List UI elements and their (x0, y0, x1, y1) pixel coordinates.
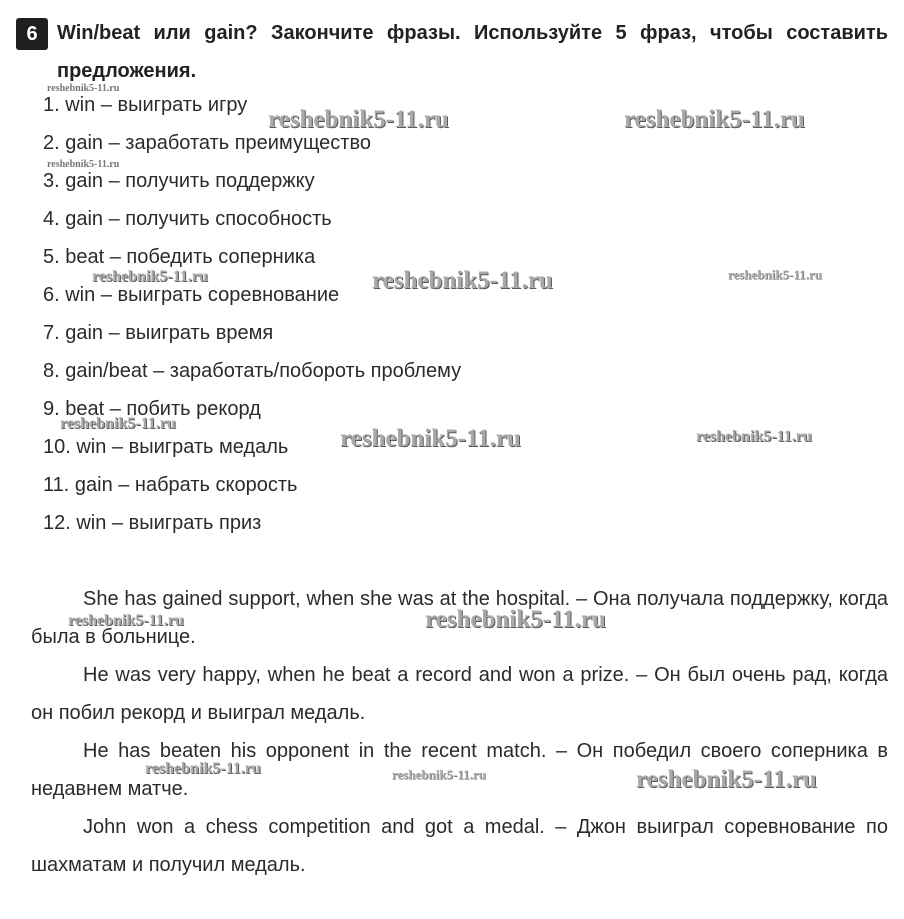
task-title: Win/beat или gain? Закончите фразы. Используйте 5 фраз, чтобы составить предложения. (57, 22, 888, 82)
phrase-item: 9. beat – побить рекорд (43, 398, 261, 420)
phrase-list (43, 86, 461, 542)
watermark: reshebnik5-11.ru (696, 428, 812, 445)
sentence-paragraph: John won a chess competition and got a medal. – Джон выиграл соревнование по шахматам и получил медаль. (31, 816, 888, 876)
sentence-paragraph: He has beaten his opponent in the recent match. – Он победил своего соперника в недавнем матче. (31, 740, 888, 800)
task-number-badge: 6 (16, 18, 48, 50)
watermark: reshebnik5-11.ru (624, 106, 805, 133)
phrase-item: 5. beat – победить соперника (43, 246, 316, 268)
watermark: reshebnik5-11.ru (728, 267, 823, 282)
watermark: reshebnik5-11.ru (68, 612, 184, 629)
phrase-item: 6. win – выиграть соревнование (43, 284, 340, 306)
watermark: reshebnik5-11.ru (268, 106, 449, 133)
watermark: reshebnik5-11.ru (60, 415, 176, 432)
phrase-item: 8. gain/beat – заработать/побороть проблему (43, 360, 462, 382)
watermark: reshebnik5-11.ru (92, 268, 208, 285)
example-sentences (31, 580, 888, 884)
watermark: reshebnik5-11.ru (47, 83, 120, 94)
watermark: reshebnik5-11.ru (392, 767, 487, 782)
phrase-item: 2. gain – заработать преимущество (43, 132, 371, 154)
sentence-paragraph: He was very happy, when he beat a record and won a prize. – Он был очень рад, когда он побил рекорд и выиграл медаль. (31, 664, 888, 724)
phrase-item: 3. gain – получить поддержку (43, 170, 315, 192)
watermark: reshebnik5-11.ru (372, 267, 553, 294)
phrase-item: 11. gain – набрать скорость (43, 474, 298, 496)
watermark: reshebnik5-11.ru (47, 159, 120, 170)
sentence-paragraph: She has gained support, when she was at the hospital. – Она получала поддержку, когда была в больнице. (31, 588, 888, 648)
phrase-item: 1. win – выиграть игру (43, 94, 248, 116)
watermark: reshebnik5-11.ru (340, 425, 521, 452)
watermark: reshebnik5-11.ru (425, 606, 606, 633)
phrase-item: 10. win – выиграть медаль (43, 436, 289, 458)
watermark: reshebnik5-11.ru (636, 766, 817, 793)
phrase-item: 4. gain – получить способность (43, 208, 332, 230)
watermark: reshebnik5-11.ru (145, 760, 261, 777)
phrase-item: 7. gain – выиграть время (43, 322, 274, 344)
phrase-item: 12. win – выиграть приз (43, 512, 262, 534)
